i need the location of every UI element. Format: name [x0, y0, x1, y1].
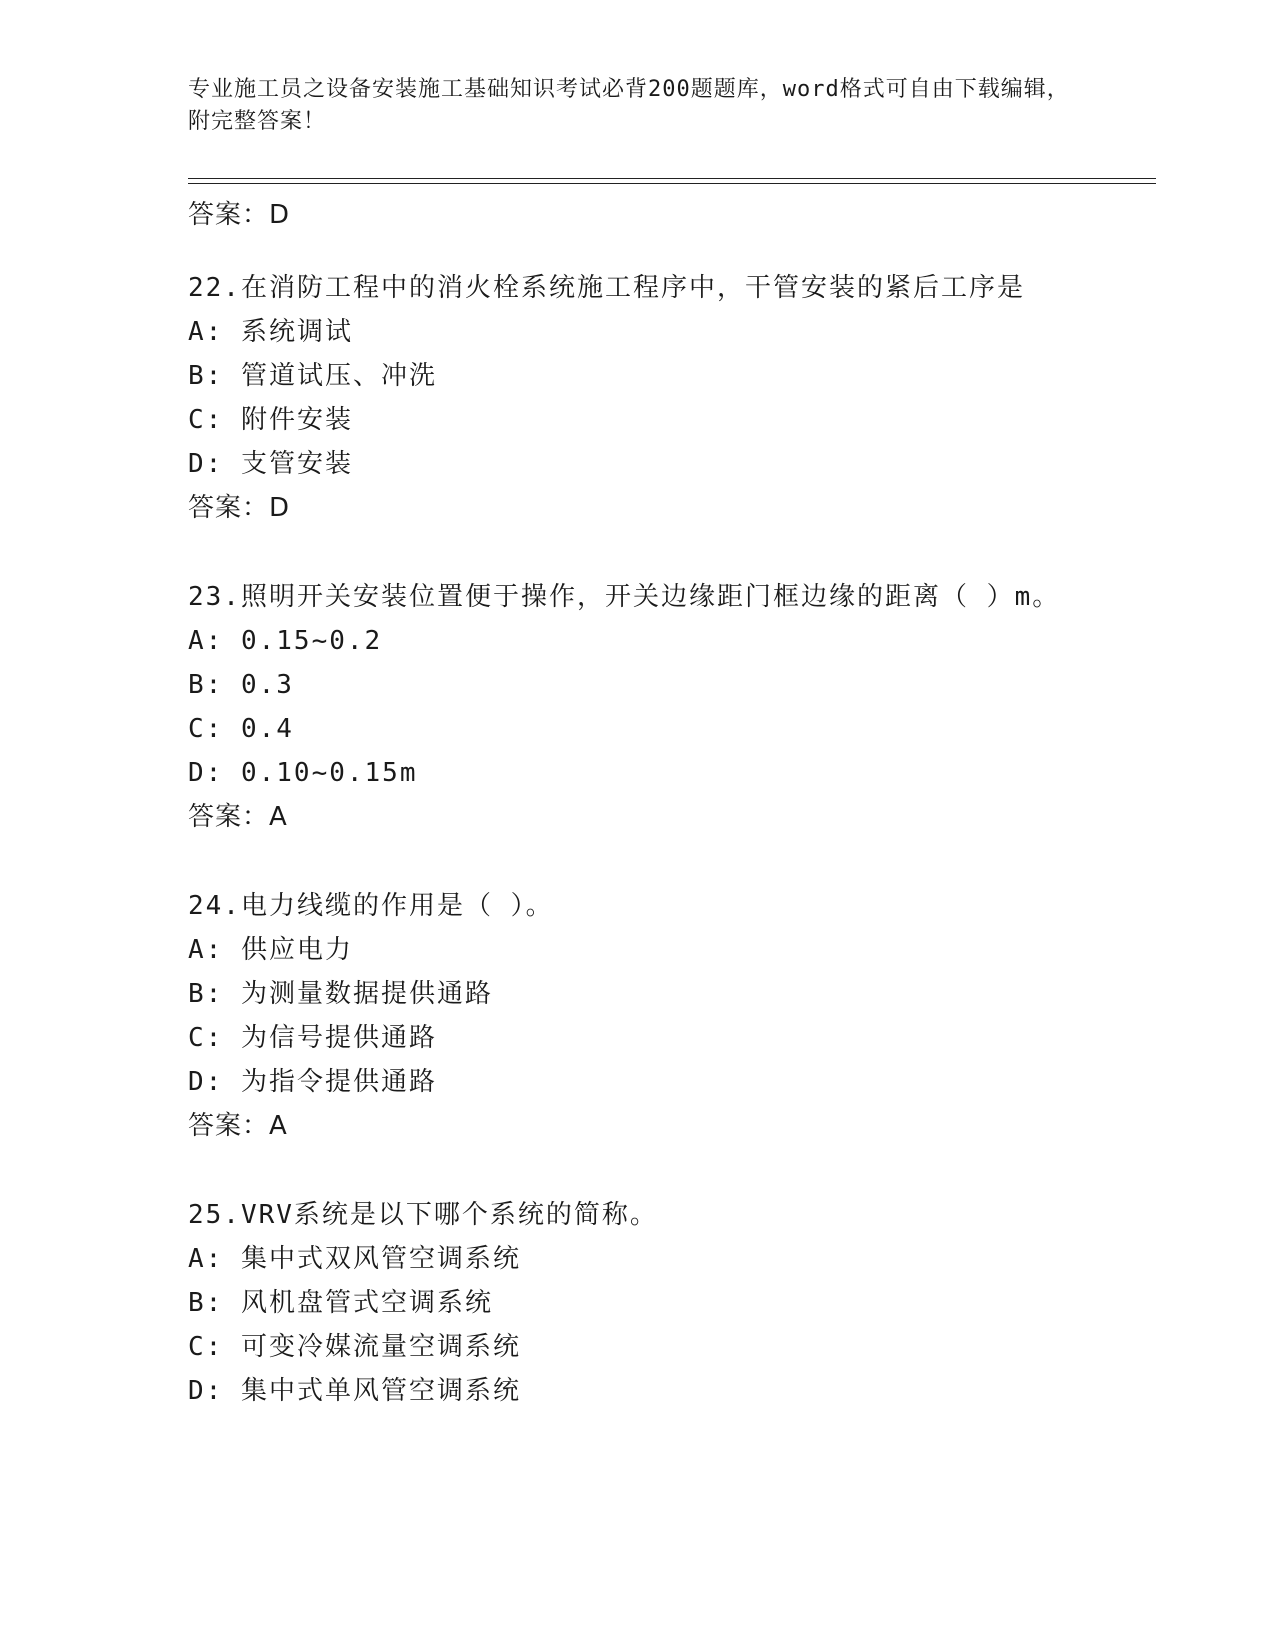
option-line: B: 0.3 [188, 670, 294, 700]
option-line: A: 0.15~0.2 [188, 626, 383, 656]
option-line: A: 集中式双风管空调系统 [188, 1244, 521, 1274]
answer-line: 答案：A [188, 802, 288, 832]
option-line: D: 0.10~0.15m [188, 758, 418, 788]
question-24: 24.电力线缆的作用是（ ）。 [188, 891, 554, 921]
option-line: A: 供应电力 [188, 935, 353, 965]
answer-line: 答案：D [188, 200, 291, 230]
document-header: 专业施工员之设备安装施工基础知识考试必背200题题库，word格式可自由下载编辑，附完整答案！ [188, 77, 1070, 134]
option-line: B: 为测量数据提供通路 [188, 979, 493, 1009]
option-line: C: 为信号提供通路 [188, 1023, 437, 1053]
header-divider-top [188, 178, 1156, 179]
option-line: D: 为指令提供通路 [188, 1067, 437, 1097]
option-line: C: 可变冷媒流量空调系统 [188, 1332, 521, 1362]
header-divider-bottom [188, 183, 1156, 184]
option-line: C: 附件安装 [188, 405, 353, 435]
option-line: B: 管道试压、冲洗 [188, 361, 437, 391]
question-23: 23.照明开关安装位置便于操作，开关边缘距门框边缘的距离（ ）m。 [188, 582, 1061, 612]
option-line: A: 系统调试 [188, 317, 353, 347]
answer-line: 答案：D [188, 493, 291, 523]
option-line: D: 集中式单风管空调系统 [188, 1376, 521, 1406]
option-line: D: 支管安装 [188, 449, 353, 479]
option-line: B: 风机盘管式空调系统 [188, 1288, 493, 1318]
answer-line: 答案：A [188, 1111, 288, 1141]
question-25: 25.VRV系统是以下哪个系统的简称。 [188, 1200, 658, 1230]
option-line: C: 0.4 [188, 714, 294, 744]
question-22: 22.在消防工程中的消火栓系统施工程序中，干管安装的紧后工序是 [188, 273, 1025, 303]
